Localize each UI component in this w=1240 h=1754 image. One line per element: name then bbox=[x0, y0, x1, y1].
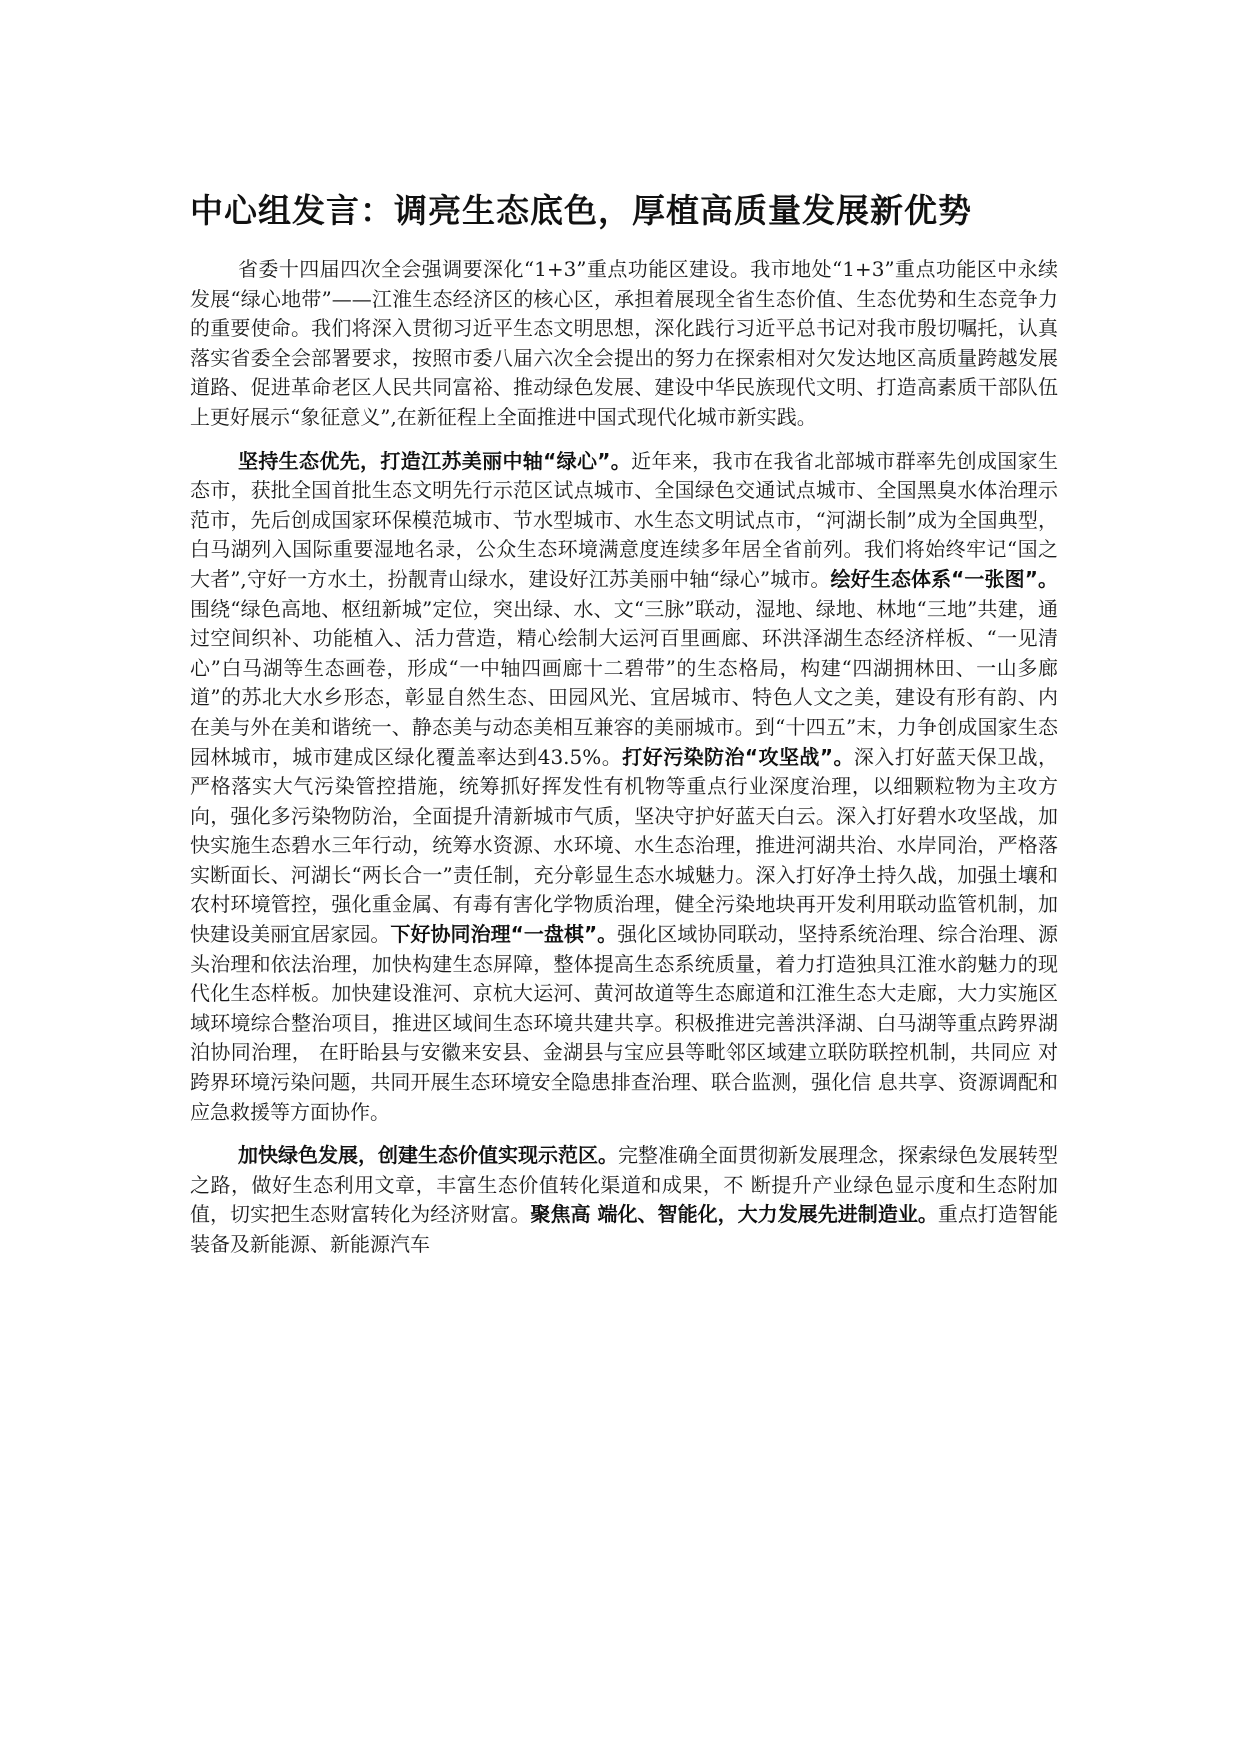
ecology-priority-text: 近年来，我市在我省北部城市群率先创成国家生态市，获批全国首批生态文明先行示范区试点城市、全国绿色交通试点城市、全国黑臭水体治理示范市，先后创成国家环保模范城市、节水型城市、水生态文明试点市，“河湖长制”成为全国典型，白马湖列入国际重要湿地名录，公众生态环境满意度连续多年居全省前列。我们将始终牢记“国之大者”,守好一方水土，扮靓青山绿水，建设好江苏美丽中轴“绿心”城市。 bbox=[190, 448, 1058, 591]
ecological-blueprint-text: 围绕“绿色高地、枢纽新城”定位，突出绿、水、文“三脉”联动，湿地、绿地、林地“三地”共建，通过空间织补、功能植入、活力营造，精心绘制大运河百里画廊、环洪泽湖生态经济样板、“一见清心”白马湖等生态画卷，形成“一中轴四画廊十二碧带”的生态格局，构建“四湖拥林田、一山多廊道”的苏北大水乡形态，彰显自然生态、田园风光、宜居城市、特色人文之美，建设有形有韵、内在美与外在美和谐统一、静态美与动态美相互兼容的美丽城市。到“十四五”末，力争创成国家生态园林城市，城市建成区绿化覆盖率达到43.5%。 bbox=[190, 596, 1058, 769]
green-development-paragraph bbox=[190, 1141, 1058, 1259]
document-body bbox=[190, 255, 1058, 1274]
subheading-ecological-blueprint: 绘好生态体系“一张图”。 bbox=[830, 566, 1059, 591]
coordinated-governance-text: 强化区域协同联动，坚持系统治理、综合治理、源头治理和依法治理，加快构建生态屏障，整体提高生态系统质量，着力打造独具江淮水韵魅力的现代化生态样板。加快建设淮河、京杭大运河、黄河故道等生态廊道和江淮生态大走廊，大力实施区域环境综合整治项目，推进区域间生态环境共建共享。积极推进完善洪泽湖、白马湖等重点跨界湖泊协同治理， 在盱眙县与安徽来安县、金湖县与宝应县等毗邻区域建立联防联控机制，共同应 对跨界环境污染问题，共同开展生态环境安全隐患排查治理、联合监测，强化信 息共享、资源调配和应急救援等方面协作。 bbox=[190, 922, 1059, 1124]
intro-paragraph bbox=[190, 255, 1058, 433]
section-heading-green-development: 加快绿色发展，创建生态价值实现示范区。 bbox=[238, 1143, 618, 1168]
intro-text: 省委十四届四次全会强调要深化“1+3”重点功能区建设。我市地处“1+3”重点功能区中永续发展“绿心地带”——江淮生态经济区的核心区，承担着展现全省生态价值、生态优势和生态竞争力的重要使命。我们将深入贯彻习近平生态文明思想，深化践行习近平总书记对我市殷切嘱托，认真落实省委全会部署要求，按照市委八届六次全会提出的努力在探索相对欠发达地区高质量跨越发展道路、促进革命老区人民共同富裕、推动绿色发展、建设中华民族现代文明、打造高素质干部队伍上更好展示“象征意义”,在新征程上全面推进中国式现代化城市新实践。 bbox=[190, 257, 1058, 429]
subheading-advanced-manufacturing: 聚焦高 端化、智能化，大力发展先进制造业。 bbox=[530, 1202, 938, 1227]
ecology-priority-paragraph bbox=[190, 447, 1058, 1128]
section-heading-ecology-priority: 坚持生态优先，打造江苏美丽中轴“绿心”。 bbox=[238, 448, 632, 473]
document-title: 中心组发言：调亮生态底色，厚植高质量发展新优势 bbox=[190, 191, 972, 230]
subheading-coordinated-governance: 下好协同治理“一盘棋”。 bbox=[390, 922, 618, 947]
pollution-control-text: 深入打好蓝天保卫战，严格落实大气污染管控措施，统筹抓好挥发性有机物等重点行业深度治理，以细颗粒物为主攻方向，强化多污染物防治，全面提升清新城市气质，坚决守护好蓝天白云。深入打好碧水攻坚战，加快实施生态碧水三年行动，统筹水资源、水环境、水生态治理，推进河湖共治、水岸同治，严格落实断面长、河湖长“两长合一”责任制，充分彰显生态水城魅力。深入打好净土持久战，加强土壤和农村环境管控，强化重金属、有毒有害化学物质治理，健全污染地块再开发利用联动监管机制，加快建设美丽宜居家园。 bbox=[190, 744, 1059, 947]
advanced-manufacturing-text: 重点打造智能装备及新能源、新能源汽车 bbox=[190, 1202, 1059, 1256]
subheading-pollution-control: 打好污染防治“攻坚战”。 bbox=[622, 744, 854, 769]
green-development-text: 完整准确全面贯彻新发展理念，探索绿色发展转型之路，做好生态利用文章，丰富生态价值转化渠道和成果，不 断提升产业绿色显示度和生态附加值，切实把生态财富转化为经济财富。 bbox=[190, 1143, 1058, 1227]
